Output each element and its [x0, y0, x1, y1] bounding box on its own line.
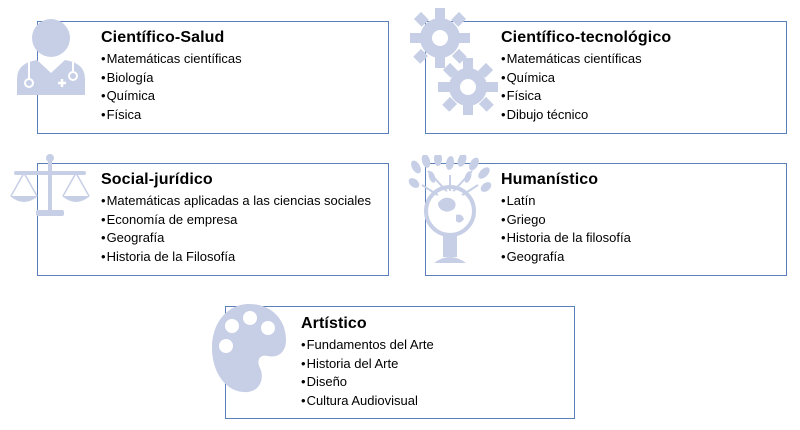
- bullet: •: [101, 51, 106, 66]
- gears-icon: [410, 5, 500, 115]
- list-item: [501, 229, 631, 248]
- bullet: •: [501, 88, 506, 103]
- list-item: [101, 69, 242, 88]
- globe-tree-icon: [408, 155, 492, 265]
- subject-label: Geografía: [106, 230, 165, 245]
- subject-label: Griego: [506, 211, 546, 227]
- subject-label: Biología: [106, 69, 154, 85]
- bullet: •: [501, 193, 506, 208]
- card-title: Científico-tecnológico: [501, 29, 672, 46]
- subject-label: Economía de empresa: [106, 211, 238, 227]
- list-item: [101, 192, 371, 211]
- subject-label: Fundamentos del Arte: [306, 337, 434, 352]
- bullet: •: [101, 88, 106, 103]
- bullet: •: [101, 106, 106, 122]
- list-item: [101, 50, 242, 69]
- bullet: •: [501, 211, 506, 227]
- subject-label: Diseño: [306, 374, 348, 389]
- bullet: •: [301, 337, 306, 352]
- subject-label: Historia del Arte: [306, 355, 399, 371]
- subject-label: Latín: [506, 193, 536, 208]
- subject-list: [101, 50, 242, 124]
- card-content: [301, 314, 434, 410]
- subject-label: Geografía: [506, 248, 565, 264]
- doctor-icon: [11, 13, 91, 95]
- subject-label: Matemáticas científicas: [106, 51, 242, 66]
- palette-icon: [210, 300, 288, 396]
- list-item: [301, 355, 434, 374]
- subject-label: Matemáticas aplicadas a las ciencias sociales: [106, 193, 372, 208]
- card-title: Social-jurídico: [101, 171, 213, 188]
- list-item: [101, 106, 242, 125]
- bullet: •: [101, 211, 106, 227]
- subject-label: Química: [106, 88, 155, 103]
- subject-label: Dibujo técnico: [506, 106, 589, 122]
- card-title: Humanístico: [501, 171, 599, 188]
- bullet: •: [301, 355, 306, 371]
- scales-icon: [8, 152, 92, 218]
- card-title: Científico-Salud: [101, 29, 225, 46]
- list-item: [501, 69, 671, 88]
- subject-label: Historia de la Filosofía: [106, 248, 236, 264]
- subject-label: Cultura Audiovisual: [306, 392, 418, 408]
- card-content: [501, 170, 631, 266]
- bullet: •: [501, 106, 506, 122]
- list-item: [301, 373, 434, 392]
- list-item: [101, 87, 242, 106]
- subject-label: Matemáticas científicas: [506, 51, 642, 66]
- list-item: [301, 392, 434, 411]
- card-content: [101, 170, 371, 266]
- bullet: •: [101, 230, 106, 245]
- subject-list: [501, 50, 671, 124]
- list-item: [501, 50, 671, 69]
- list-item: [101, 211, 371, 230]
- card-content: [501, 28, 671, 124]
- subject-label: Física: [506, 88, 542, 103]
- subject-label: Historia de la filosofía: [506, 230, 631, 245]
- bullet: •: [101, 69, 106, 85]
- bullet: •: [101, 248, 106, 264]
- bullet: •: [301, 392, 306, 408]
- list-item: [301, 336, 434, 355]
- list-item: [501, 211, 631, 230]
- bullet: •: [501, 51, 506, 66]
- subject-list: [301, 336, 434, 410]
- card-title: Artístico: [301, 315, 367, 332]
- bullet: •: [301, 374, 306, 389]
- subject-label: Química: [506, 69, 555, 85]
- list-item: [101, 229, 371, 248]
- subject-list: [501, 192, 631, 266]
- card-content: [101, 28, 242, 124]
- subject-list: [101, 192, 371, 266]
- list-item: [101, 248, 371, 267]
- list-item: [501, 248, 631, 267]
- list-item: [501, 106, 671, 125]
- subject-label: Física: [106, 106, 142, 122]
- bullet: •: [101, 193, 106, 208]
- bullet: •: [501, 69, 506, 85]
- bullet: •: [501, 230, 506, 245]
- list-item: [501, 192, 631, 211]
- bullet: •: [501, 248, 506, 264]
- list-item: [501, 87, 671, 106]
